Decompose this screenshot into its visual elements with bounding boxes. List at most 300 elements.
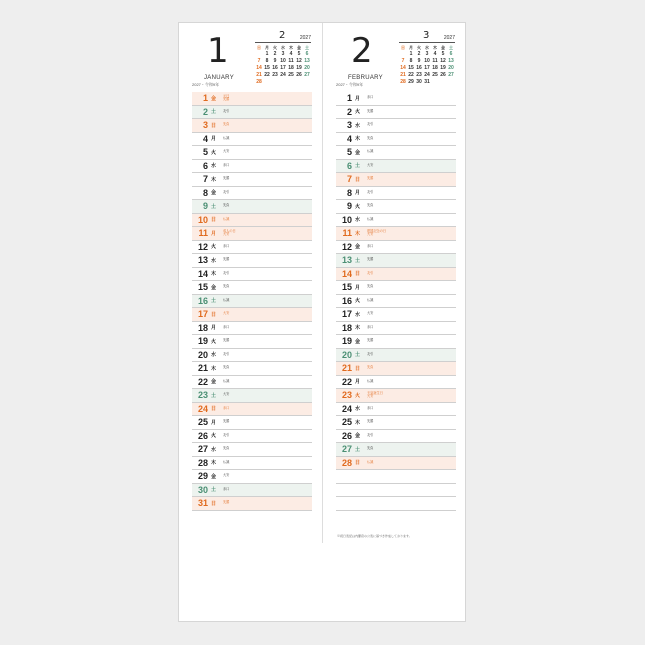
mini-weekday: 日 <box>257 45 261 50</box>
day-weekday: 水 <box>211 446 217 453</box>
mini-day: 11 <box>432 58 438 64</box>
day-weekday: 日 <box>211 406 217 413</box>
day-note: 先勝 <box>223 500 230 505</box>
day-number: 12 <box>197 241 208 252</box>
mini-day: 6 <box>305 51 309 57</box>
day-weekday: 火 <box>211 338 217 345</box>
day-number: 12 <box>341 241 352 252</box>
mini-day <box>295 79 303 86</box>
day-weekday: 土 <box>355 163 361 170</box>
day-note: 赤口 <box>223 324 230 329</box>
day-number: 4 <box>346 133 352 144</box>
day-note: 大安 <box>223 149 230 154</box>
day-row <box>336 281 456 295</box>
day-note: 先負 <box>223 203 230 208</box>
mini-day: 5 <box>297 51 301 57</box>
mini-divider <box>255 42 311 43</box>
day-number: 27 <box>197 444 208 455</box>
year-label: 2027・令和9年 <box>192 82 220 87</box>
day-number: 23 <box>341 390 352 401</box>
mini-day: 10 <box>280 58 286 64</box>
mini-weekday: 日 <box>401 45 405 50</box>
day-weekday: 金 <box>355 244 361 251</box>
day-weekday: 土 <box>211 392 217 399</box>
day-row <box>336 430 456 444</box>
day-note: 仏滅 <box>223 459 230 464</box>
mini-weekday: 火 <box>273 45 277 50</box>
day-row <box>192 443 312 457</box>
day-row <box>336 362 456 376</box>
mini-day: 7 <box>401 58 405 64</box>
day-weekday: 日 <box>211 217 217 224</box>
day-note: 仏滅 <box>223 378 230 383</box>
mini-day: 28 <box>256 79 262 85</box>
day-row <box>336 227 456 241</box>
mini-day: 3 <box>425 51 429 57</box>
day-weekday: 月 <box>211 325 217 332</box>
day-note: 仏滅 <box>367 297 374 302</box>
day-number: 21 <box>341 363 352 374</box>
mini-day: 20 <box>304 65 310 71</box>
day-number: 25 <box>197 417 208 428</box>
mini-weekday: 金 <box>441 45 445 50</box>
day-row <box>192 295 312 309</box>
day-weekday: 木 <box>211 460 217 467</box>
day-row <box>192 457 312 471</box>
month-name-english: FEBRUARY <box>348 75 383 81</box>
day-weekday: 金 <box>355 149 361 156</box>
day-note: 先勝 <box>367 176 374 181</box>
mini-day: 23 <box>272 72 278 78</box>
day-row <box>192 106 312 120</box>
mini-day: 13 <box>304 58 310 64</box>
day-weekday: 火 <box>355 392 361 399</box>
month-number: 1 <box>207 31 229 71</box>
day-weekday: 火 <box>211 244 217 251</box>
mini-day: 23 <box>416 72 422 78</box>
day-note: 建国記念の日 大安 <box>367 228 387 237</box>
day-row <box>192 187 312 201</box>
day-number: 19 <box>197 336 208 347</box>
day-row <box>192 335 312 349</box>
day-number: 5 <box>346 147 352 158</box>
day-row <box>336 295 456 309</box>
day-note: 先負 <box>223 446 230 451</box>
day-number: 16 <box>197 295 208 306</box>
day-note: 赤口 <box>367 405 374 410</box>
mini-day: 29 <box>408 79 414 85</box>
day-note: 大安 <box>367 162 374 167</box>
day-row <box>336 308 456 322</box>
day-note: 仏滅 <box>367 216 374 221</box>
day-weekday: 土 <box>355 446 361 453</box>
empty-row <box>336 470 456 484</box>
day-weekday: 木 <box>211 271 217 278</box>
day-note: 友引 <box>367 122 374 127</box>
day-number: 31 <box>197 498 208 509</box>
day-row <box>336 119 456 133</box>
day-row <box>336 106 456 120</box>
day-weekday: 土 <box>211 298 217 305</box>
day-note: 赤口 <box>367 324 374 329</box>
day-row <box>192 173 312 187</box>
empty-row <box>336 484 456 498</box>
mini-day: 14 <box>256 65 262 71</box>
day-row <box>192 254 312 268</box>
mini-day: 24 <box>280 72 286 78</box>
mini-day: 3 <box>281 51 285 57</box>
day-weekday: 月 <box>355 95 361 102</box>
day-note: 先勝 <box>367 257 374 262</box>
day-number: 27 <box>341 444 352 455</box>
day-note: 友引 <box>367 270 374 275</box>
day-weekday: 金 <box>211 473 217 480</box>
mini-divider <box>399 42 455 43</box>
mini-day: 27 <box>448 72 454 78</box>
day-note: 仏滅 <box>223 135 230 140</box>
day-row <box>192 119 312 133</box>
mini-day: 25 <box>432 72 438 78</box>
day-row <box>336 241 456 255</box>
day-row <box>336 214 456 228</box>
mini-grid <box>399 44 455 86</box>
mini-day: 8 <box>265 58 269 64</box>
day-weekday: 金 <box>211 379 217 386</box>
day-number: 11 <box>342 228 352 239</box>
mini-day: 6 <box>449 51 453 57</box>
mini-day: 10 <box>424 58 430 64</box>
day-weekday: 日 <box>211 500 217 507</box>
day-weekday: 木 <box>355 230 361 237</box>
day-number: 10 <box>341 214 352 225</box>
mini-day <box>439 79 447 86</box>
mini-month-number: 2 <box>279 30 286 41</box>
day-note: 友引 <box>223 432 230 437</box>
day-number: 7 <box>202 174 208 185</box>
day-weekday: 土 <box>355 352 361 359</box>
day-number: 11 <box>198 228 208 239</box>
day-number: 23 <box>197 390 208 401</box>
mini-day: 24 <box>424 72 430 78</box>
mini-day: 2 <box>417 51 421 57</box>
mini-weekday: 土 <box>305 45 309 50</box>
mini-weekday: 水 <box>281 45 285 50</box>
day-number: 15 <box>197 282 208 293</box>
day-row <box>336 160 456 174</box>
mini-weekday: 月 <box>265 45 269 50</box>
day-weekday: 水 <box>211 257 217 264</box>
day-number: 16 <box>341 295 352 306</box>
day-row <box>192 470 312 484</box>
day-row <box>336 389 456 403</box>
day-note: 先負 <box>223 284 230 289</box>
day-note: 先勝 <box>367 419 374 424</box>
day-row <box>192 214 312 228</box>
day-row <box>336 376 456 390</box>
mini-day: 7 <box>257 58 261 64</box>
mini-day: 19 <box>440 65 446 71</box>
day-number: 30 <box>197 484 208 495</box>
day-note: 先負 <box>367 284 374 289</box>
day-note: 友引 <box>367 432 374 437</box>
day-weekday: 金 <box>355 433 361 440</box>
day-row <box>192 376 312 390</box>
day-number: 13 <box>341 255 352 266</box>
day-note: 先負 <box>367 446 374 451</box>
day-note: 仏滅 <box>367 378 374 383</box>
next-month-mini-calendar <box>399 31 455 86</box>
day-note: 友引 <box>223 351 230 356</box>
mini-day: 21 <box>256 72 262 78</box>
day-weekday: 火 <box>211 433 217 440</box>
day-row <box>192 160 312 174</box>
day-weekday: 日 <box>355 271 361 278</box>
mini-day: 11 <box>288 58 294 64</box>
day-row <box>192 416 312 430</box>
day-list <box>192 92 312 511</box>
day-weekday: 火 <box>355 109 361 116</box>
day-weekday: 日 <box>211 311 217 318</box>
day-row <box>336 457 456 471</box>
mini-month-number: 3 <box>423 30 430 41</box>
day-note: 先勝 <box>223 419 230 424</box>
day-note: 仏滅 <box>223 216 230 221</box>
day-number: 15 <box>341 282 352 293</box>
day-number: 24 <box>197 403 208 414</box>
mini-day <box>271 79 279 86</box>
mini-grid <box>255 44 311 86</box>
day-number: 28 <box>197 457 208 468</box>
mini-day: 18 <box>432 65 438 71</box>
day-number: 26 <box>341 430 352 441</box>
day-weekday: 日 <box>211 122 217 129</box>
day-number: 22 <box>341 376 352 387</box>
day-row <box>192 403 312 417</box>
day-weekday: 木 <box>355 136 361 143</box>
day-row <box>336 133 456 147</box>
mini-weekday: 木 <box>289 45 293 50</box>
day-row <box>336 443 456 457</box>
mini-day <box>431 79 439 86</box>
mini-day: 17 <box>280 65 286 71</box>
mini-day: 30 <box>416 79 422 85</box>
day-weekday: 土 <box>211 109 217 116</box>
mini-day: 22 <box>408 72 414 78</box>
day-row <box>192 241 312 255</box>
day-weekday: 水 <box>355 311 361 318</box>
day-number: 17 <box>197 309 208 320</box>
day-number: 21 <box>197 363 208 374</box>
day-note: 仏滅 <box>223 297 230 302</box>
day-weekday: 土 <box>211 203 217 210</box>
day-number: 5 <box>202 147 208 158</box>
day-row <box>192 349 312 363</box>
day-number: 3 <box>346 120 352 131</box>
day-weekday: 水 <box>355 406 361 413</box>
day-weekday: 水 <box>211 352 217 359</box>
day-number: 25 <box>341 417 352 428</box>
day-note: 仏滅 <box>367 149 374 154</box>
mini-year: 2027 <box>443 35 455 41</box>
day-row <box>336 335 456 349</box>
day-number: 22 <box>197 376 208 387</box>
day-weekday: 月 <box>355 190 361 197</box>
mini-weekday: 金 <box>297 45 301 50</box>
mini-day: 20 <box>448 65 454 71</box>
mini-day: 26 <box>440 72 446 78</box>
day-note: 赤口 <box>367 95 374 100</box>
day-weekday: 月 <box>355 379 361 386</box>
day-number: 14 <box>197 268 208 279</box>
day-number: 10 <box>197 214 208 225</box>
day-number: 24 <box>341 403 352 414</box>
day-number: 28 <box>341 457 352 468</box>
mini-day: 19 <box>296 65 302 71</box>
day-number: 1 <box>202 93 208 104</box>
mini-day <box>399 51 407 58</box>
day-row <box>192 362 312 376</box>
day-note: 先負 <box>367 203 374 208</box>
mini-day <box>279 79 287 86</box>
mini-day: 17 <box>424 65 430 71</box>
day-note: 仏滅 <box>367 459 374 464</box>
day-number: 18 <box>197 322 208 333</box>
day-note: 先負 <box>223 365 230 370</box>
footnote: ※祝日表記は内閣府の公表に基づき作成しております。 <box>337 534 412 538</box>
day-note: 赤口 <box>367 243 374 248</box>
calendar-sheet <box>178 22 466 622</box>
year-label: 2027・令和9年 <box>336 82 364 87</box>
day-note: 大安 <box>223 311 230 316</box>
day-weekday: 金 <box>211 284 217 291</box>
month-name-english: JANUARY <box>204 75 234 81</box>
mini-day <box>303 79 311 86</box>
day-row <box>336 268 456 282</box>
day-note: 先負 <box>367 365 374 370</box>
mini-weekday: 木 <box>433 45 437 50</box>
day-note: 先負 <box>367 135 374 140</box>
day-row <box>336 403 456 417</box>
empty-row <box>336 497 456 511</box>
mini-day: 13 <box>448 58 454 64</box>
day-row <box>192 146 312 160</box>
mini-day: 26 <box>296 72 302 78</box>
day-row <box>192 268 312 282</box>
day-row <box>336 416 456 430</box>
day-row <box>192 200 312 214</box>
day-row <box>336 173 456 187</box>
mini-day: 9 <box>273 58 277 64</box>
day-weekday: 日 <box>355 176 361 183</box>
mini-day: 5 <box>441 51 445 57</box>
mini-day <box>447 79 455 86</box>
day-row <box>336 200 456 214</box>
day-note: 大安 <box>367 311 374 316</box>
mini-day: 15 <box>264 65 270 71</box>
day-note: 先勝 <box>223 257 230 262</box>
mini-day: 21 <box>400 72 406 78</box>
day-weekday: 金 <box>355 338 361 345</box>
day-row <box>192 227 312 241</box>
day-weekday: 木 <box>211 176 217 183</box>
mini-weekday: 火 <box>417 45 421 50</box>
day-row <box>192 308 312 322</box>
day-note: 赤口 <box>223 405 230 410</box>
day-number: 8 <box>202 187 208 198</box>
day-weekday: 水 <box>355 122 361 129</box>
day-row <box>192 389 312 403</box>
day-note: 赤口 <box>223 243 230 248</box>
day-number: 2 <box>202 106 208 117</box>
day-weekday: 土 <box>211 487 217 494</box>
mini-weekday: 月 <box>409 45 413 50</box>
day-number: 6 <box>202 160 208 171</box>
day-list <box>336 92 456 511</box>
day-number: 13 <box>197 255 208 266</box>
day-note: 天皇誕生日 大安 <box>367 390 383 399</box>
day-number: 9 <box>346 201 352 212</box>
day-number: 29 <box>197 471 208 482</box>
day-row <box>192 133 312 147</box>
day-weekday: 木 <box>355 325 361 332</box>
day-number: 4 <box>202 133 208 144</box>
day-number: 9 <box>202 201 208 212</box>
mini-day: 16 <box>416 65 422 71</box>
day-row <box>192 430 312 444</box>
mini-day: 1 <box>409 51 413 57</box>
day-row <box>336 187 456 201</box>
mini-day: 28 <box>400 79 406 85</box>
day-row <box>336 146 456 160</box>
day-weekday: 日 <box>355 460 361 467</box>
mini-day: 15 <box>408 65 414 71</box>
day-note: 赤口 <box>223 486 230 491</box>
day-row <box>192 281 312 295</box>
day-note: 元日 先勝 <box>223 93 230 102</box>
mini-day: 8 <box>409 58 413 64</box>
mini-day: 31 <box>424 79 430 85</box>
day-weekday: 木 <box>355 419 361 426</box>
mini-weekday: 水 <box>425 45 429 50</box>
day-note: 友引 <box>223 108 230 113</box>
mini-weekday: 土 <box>449 45 453 50</box>
day-row <box>192 484 312 498</box>
mini-day: 14 <box>400 65 406 71</box>
mini-day: 25 <box>288 72 294 78</box>
mini-day: 2 <box>273 51 277 57</box>
february-page <box>322 23 467 543</box>
day-note: 先勝 <box>367 338 374 343</box>
day-number: 8 <box>346 187 352 198</box>
day-weekday: 火 <box>355 203 361 210</box>
day-note: 大安 <box>223 392 230 397</box>
day-weekday: 木 <box>211 365 217 372</box>
day-number: 19 <box>341 336 352 347</box>
day-weekday: 月 <box>211 419 217 426</box>
day-number: 20 <box>341 349 352 360</box>
day-row <box>336 349 456 363</box>
mini-day: 18 <box>288 65 294 71</box>
day-row <box>336 322 456 336</box>
mini-day <box>263 79 271 86</box>
day-number: 7 <box>346 174 352 185</box>
day-number: 3 <box>202 120 208 131</box>
day-number: 14 <box>341 268 352 279</box>
day-note: 友引 <box>223 270 230 275</box>
mini-day <box>287 79 295 86</box>
day-weekday: 金 <box>211 190 217 197</box>
mini-day <box>255 51 263 58</box>
